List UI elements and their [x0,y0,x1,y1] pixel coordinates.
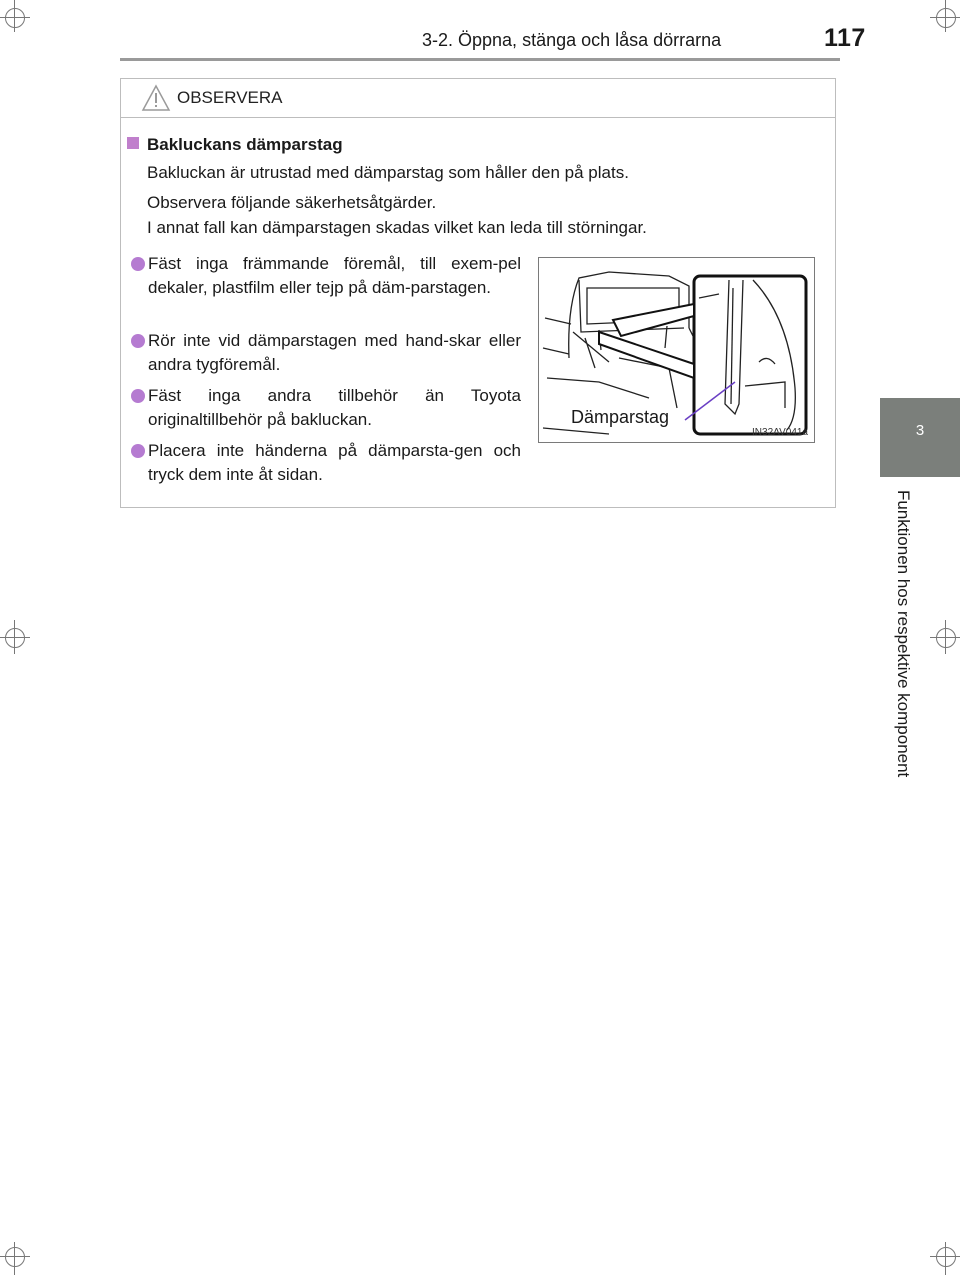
section-title [127,135,343,155]
damper-illustration [538,257,815,443]
bullet-dot-icon [131,389,145,403]
bullet-text: Fäst inga andra tillbehör än Toyota originaltillbehör på bakluckan. [148,386,521,429]
section-title-text: Bakluckans dämparstag [147,135,343,154]
header-rule [120,58,840,61]
precaution-paragraph [147,190,647,240]
bullet-item [131,329,521,377]
bullet-dot-icon [131,334,145,348]
caution-header [121,79,835,118]
page-number: 117 [824,24,866,52]
bullet-dot-icon [131,257,145,271]
bullet-text: Rör inte vid dämparstagen med hand-skar eller andra tygföremål. [148,331,521,374]
precaution-line-1: Observera följande säkerhetsåtgärder. [147,193,437,212]
chapter-side-caption: Funktionen hos respektive komponent [894,490,913,778]
bullet-item [131,252,521,300]
chapter-number: 3 [915,422,925,439]
bullet-item [131,439,521,487]
bullet-text: Fäst inga främmande föremål, till exem-pel dekaler, plastfilm eller tejp på däm-parstagen. [148,254,521,297]
caution-label: OBSERVERA [177,88,283,107]
warning-triangle-icon [141,84,171,112]
figure-callout-label: Dämparstag [571,407,670,427]
bullet-dot-icon [131,444,145,458]
running-header-title: 3-2. Öppna, stänga och låsa dörrarna [422,30,722,50]
bullet-text: Placera inte händerna på dämparsta-gen och tryck dem inte åt sidan. [148,441,521,484]
bullet-item [131,384,521,432]
caution-box [120,78,836,508]
chapter-tab [880,398,960,477]
figure-code: IN32AV041a [752,427,808,438]
intro-paragraph: Bakluckan är utrustad med dämparstag som håller den på plats. [147,163,629,182]
square-bullet-icon [127,137,139,149]
precaution-line-2: I annat fall kan dämparstagen skadas vilket kan leda till störningar. [147,218,647,237]
